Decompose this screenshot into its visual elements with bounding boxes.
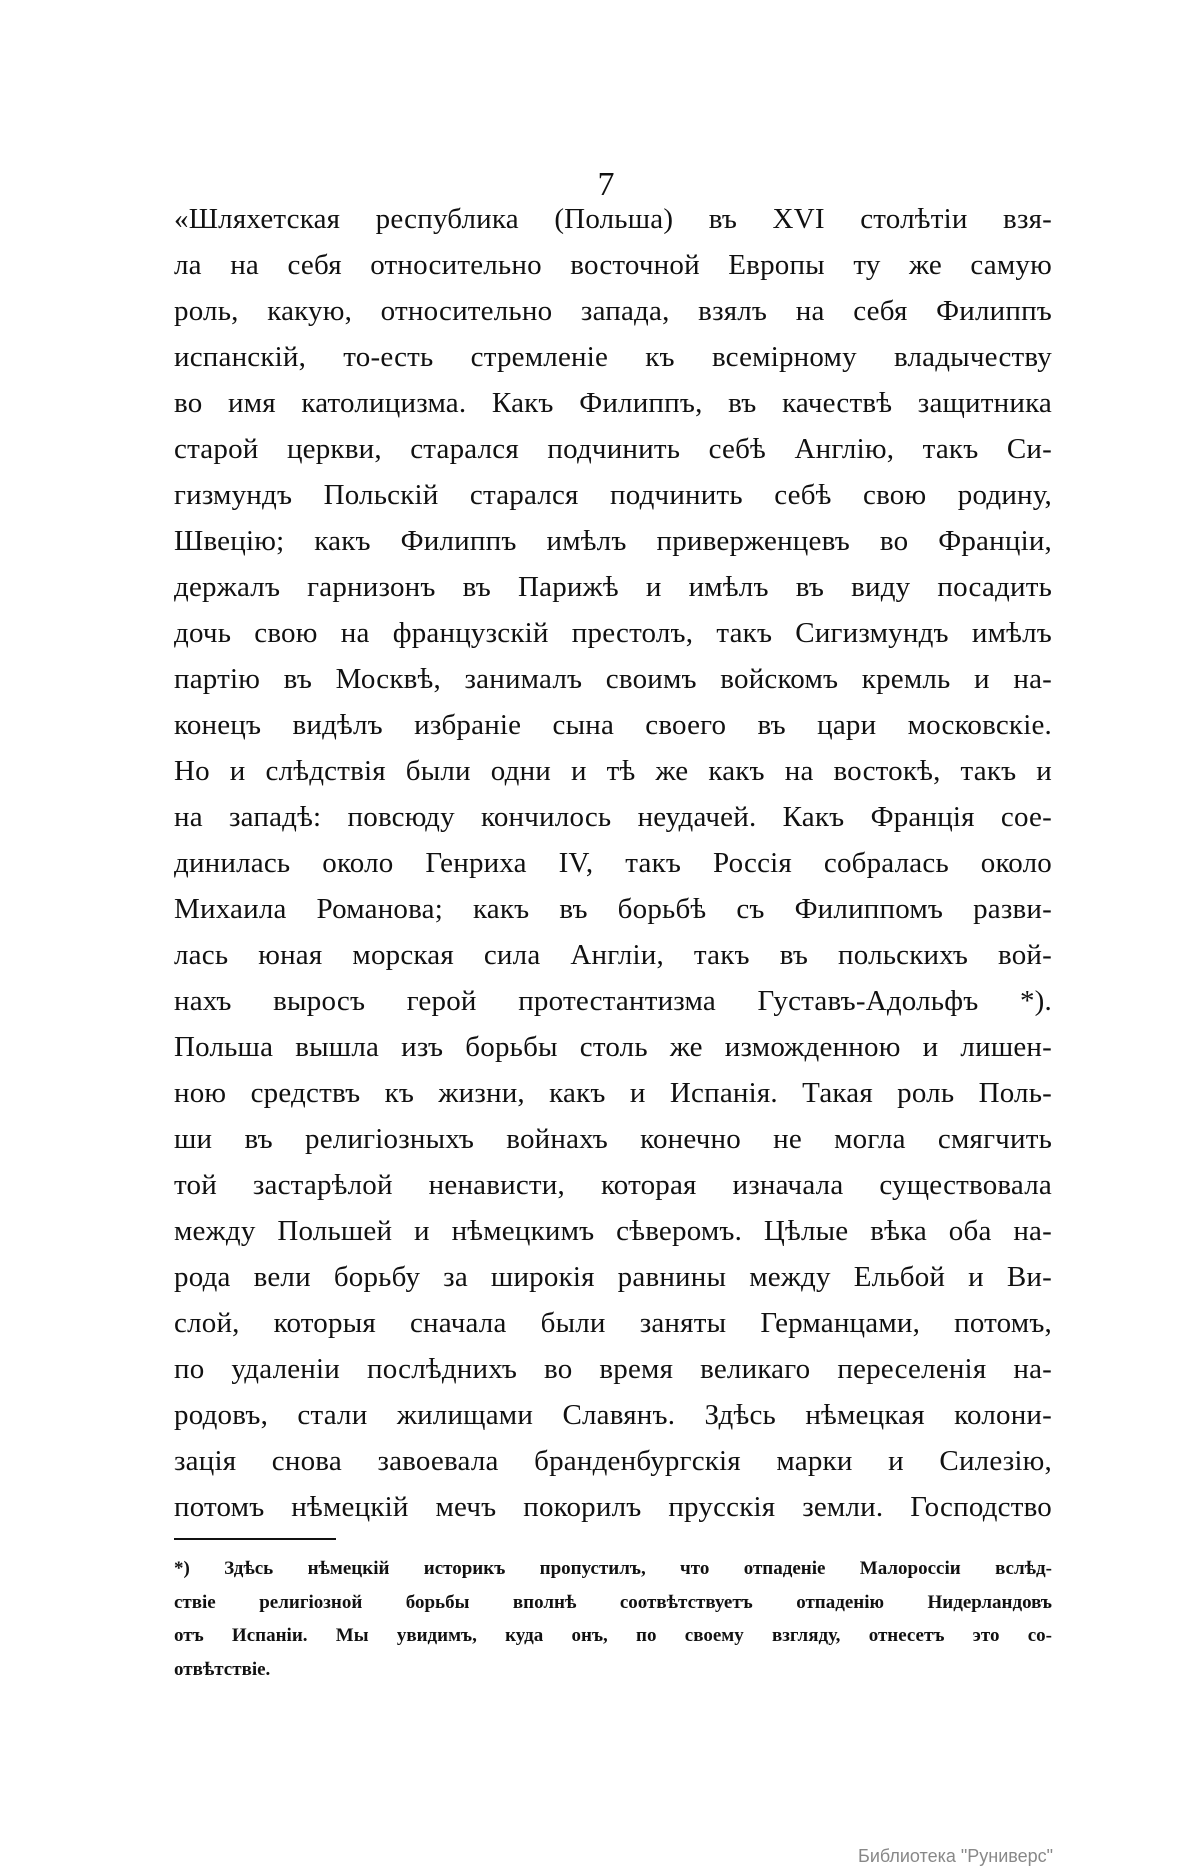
page-number: 7 xyxy=(597,166,615,203)
text-line: гизмундъ Польскій старался подчинить себѣ свою родину, xyxy=(174,479,1052,511)
text-line: на западѣ: повсюду кончилось неудачей. Какъ Франція сое- xyxy=(174,801,1052,833)
footnote-line: ствіе религіозной борьбы вполнѣ соотвѣтствуетъ отпаденію Нидерландовъ xyxy=(174,1591,1052,1613)
footnote-divider xyxy=(174,1538,336,1540)
text-line: потомъ нѣмецкій мечъ покорилъ прусскія земли. Господство xyxy=(174,1491,1052,1523)
footnote-line: *) Здѣсь нѣмецкій историкъ пропустилъ, что отпаденіе Малороссіи вслѣд- xyxy=(174,1558,1052,1579)
text-line: роль, какую, относительно запада, взялъ на себя Филиппъ xyxy=(174,295,1052,327)
text-line: старой церкви, старался подчинить себѣ Англію, такъ Си- xyxy=(174,433,1052,465)
text-line: динилась около Генриха IV, такъ Россія собралась около xyxy=(174,847,1052,879)
footnote-line: отъ Испаніи. Мы увидимъ, куда онъ, по своему взгляду, отнесетъ это со- xyxy=(174,1625,1052,1647)
text-line: дочь свою на французскій престолъ, такъ Сигизмундъ имѣлъ xyxy=(174,617,1052,649)
text-line: «Шляхетская республика (Польша) въ XVI столѣтіи взя- xyxy=(174,203,1052,235)
text-line: ною средствъ къ жизни, какъ и Испанія. Такая роль Поль- xyxy=(174,1077,1052,1109)
main-text xyxy=(174,196,1052,1530)
text-line: зація снова завоевала бранденбургскія марки и Силезію, xyxy=(174,1445,1052,1477)
text-line: ши въ религіозныхъ войнахъ конечно не могла смягчить xyxy=(174,1123,1052,1155)
text-line: во имя католицизма. Какъ Филиппъ, въ качествѣ защитника xyxy=(174,387,1052,419)
text-line: нахъ выросъ герой протестантизма Густавъ-Адольфъ *). xyxy=(174,985,1052,1017)
text-line: ла на себя относительно восточной Европы ту же самую xyxy=(174,249,1052,281)
text-line: испанскій, то-есть стремленіе къ всемірному владычеству xyxy=(174,341,1052,373)
text-line: родовъ, стали жилищами Славянъ. Здѣсь нѣмецкая колони- xyxy=(174,1399,1052,1431)
text-line: между Польшей и нѣмецкимъ сѣверомъ. Цѣлые вѣка оба на- xyxy=(174,1215,1052,1247)
watermark: Библиотека "Руниверс" xyxy=(858,1846,1054,1866)
text-line: конецъ видѣлъ избраніе сына своего въ цари московскіе. xyxy=(174,709,1052,741)
text-line: лась юная морская сила Англіи, такъ въ польскихъ вой- xyxy=(174,939,1052,971)
text-line: Польша вышла изъ борьбы столь же изможденною и лишен- xyxy=(174,1031,1052,1063)
text-line: Но и слѣдствія были одни и тѣ же какъ на востокѣ, такъ и xyxy=(174,755,1052,787)
footnote xyxy=(174,1552,1052,1686)
text-line: Михаила Романова; какъ въ борьбѣ съ Филиппомъ разви- xyxy=(174,893,1052,925)
text-line: той застарѣлой ненависти, которая изначала существовала xyxy=(174,1169,1052,1201)
text-line: по удаленіи послѣднихъ во время великаго переселенія на- xyxy=(174,1353,1052,1385)
text-line: партію въ Москвѣ, занималъ своимъ войскомъ кремль и на- xyxy=(174,663,1052,695)
footnote-line: отвѣтствіе. xyxy=(174,1658,271,1680)
text-line: рода вели борьбу за широкія равнины между Ельбой и Ви- xyxy=(174,1261,1052,1293)
text-line: Швецію; какъ Филиппъ имѣлъ приверженцевъ во Франціи, xyxy=(174,525,1052,557)
text-line: слой, которыя сначала были заняты Германцами, потомъ, xyxy=(174,1307,1052,1339)
text-line: держалъ гарнизонъ въ Парижѣ и имѣлъ въ виду посадить xyxy=(174,571,1052,603)
